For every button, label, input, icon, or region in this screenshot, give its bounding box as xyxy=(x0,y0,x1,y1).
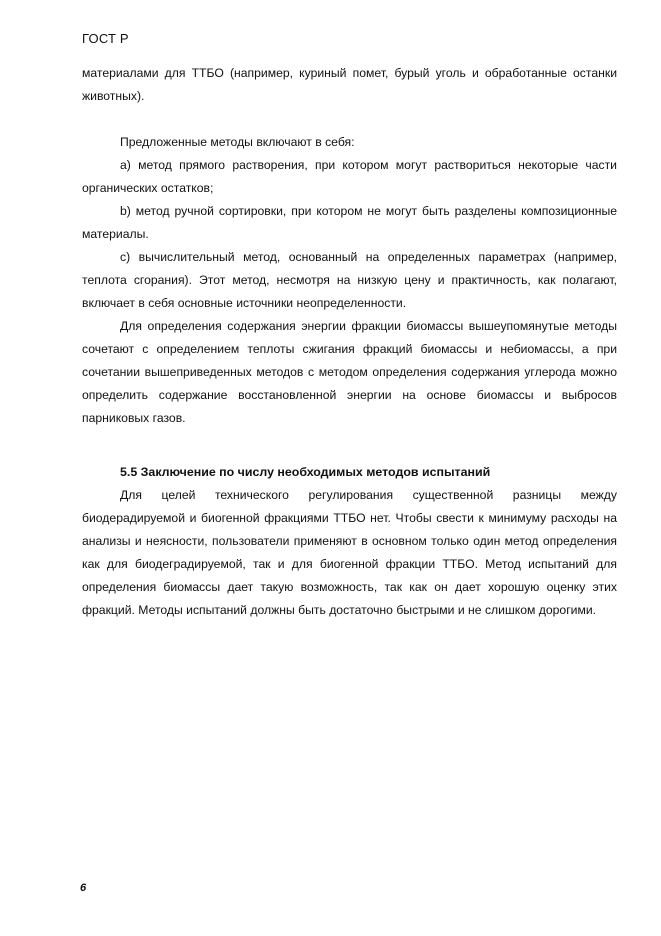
page-number: 6 xyxy=(80,882,87,894)
list-item-c: c) вычислительный метод, основанный на определенных параметрах (например, теплота сгорания). Этот метод, несмотря на низкую цену и практичность, как полагают, включает в себя основные источники неопределенности. xyxy=(82,250,617,310)
paragraph-gap xyxy=(82,430,617,453)
page-header-title: ГОСТ Р xyxy=(82,31,129,46)
document-body xyxy=(82,62,617,622)
paragraph-gap xyxy=(82,108,617,131)
paragraph-conclusion: Для целей технического регулирования существенной разницы между биодерадируемой и биогенной фракциями ТТБО нет. Чтобы свести к минимуму расходы на анализы и неясности, пользователи применяют в основном только один метод определения как для биодеградируемой, так и для биогенной фракции ТТБО. Метод испытаний для определения биомассы дает такую возможность, так как он дает хорошую оценку этих фракций. Методы испытаний должны быть достаточно быстрыми и не слишком дорогими. xyxy=(82,488,617,617)
list-item-b: b) метод ручной сортировки, при котором не могут быть разделены композиционные материалы. xyxy=(82,204,617,241)
list-item-a: a) метод прямого растворения, при котором могут раствориться некоторые части органических остатков; xyxy=(82,158,617,195)
paragraph-energy-determination: Для определения содержания энергии фракции биомассы вышеупомянутые методы сочетают с определением теплоты сжигания фракций биомассы и небиомассы, а при сочетании вышеприведенных методов с методом определения содержания углерода можно определить содержание восстановленной энергии на основе биомассы и выбросов парниковых газов. xyxy=(82,319,617,425)
paragraph-continuation: материалами для ТТБО (например, куриный помет, бурый уголь и обработанные останки животных). xyxy=(82,66,617,103)
section-heading: 5.5 Заключение по числу необходимых методов испытаний xyxy=(120,465,491,479)
paragraph-methods-intro: Предложенные методы включают в себя: xyxy=(120,135,355,149)
